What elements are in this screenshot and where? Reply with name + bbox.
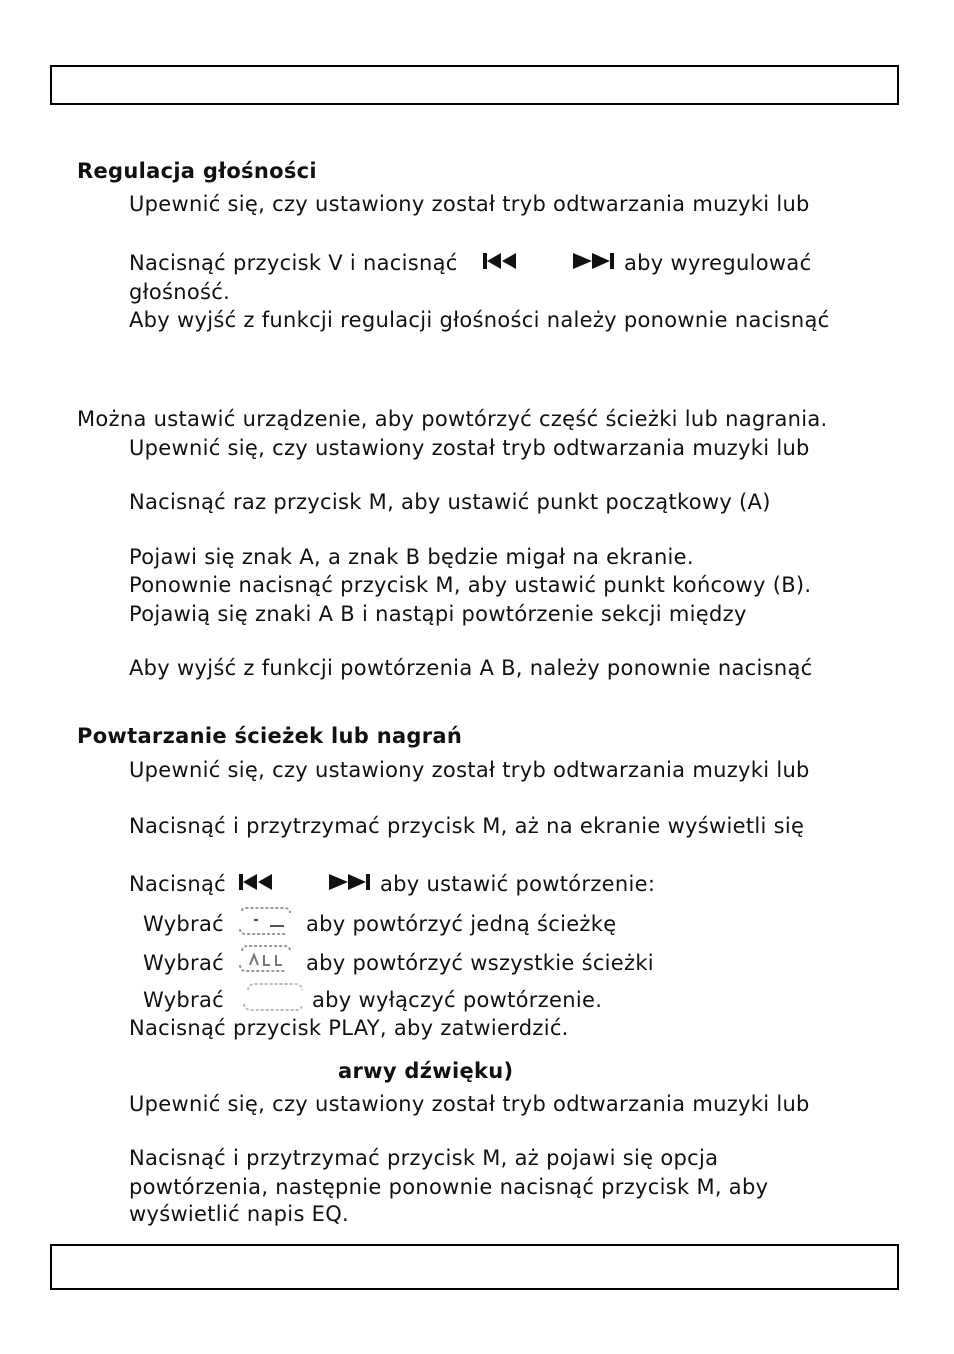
ab-line-3: Pojawi się znak A, a znak B będzie migał na ekranie. xyxy=(129,545,694,569)
ab-line-2: Nacisnąć raz przycisk M, aby ustawić punkt początkowy (A) xyxy=(129,490,771,514)
heading-volume: Regulacja głośności xyxy=(77,159,317,183)
volume-line-1: Upewnić się, czy ustawiony został tryb odtwarzania muzyki lub xyxy=(129,192,810,216)
repeat-all-icon xyxy=(234,943,296,975)
previous-track-icon xyxy=(238,873,274,891)
next-track-icon xyxy=(328,873,372,891)
repeat-line-3b: aby ustawić powtórzenie: xyxy=(380,872,656,896)
repeat-opt1-b: aby powtórzyć jedną ścieżkę xyxy=(306,912,617,936)
heading-eq: arwy dźwięku) xyxy=(338,1059,514,1083)
repeat-opt3-b: aby wyłączyć powtórzenie. xyxy=(312,988,603,1012)
repeat-line-1: Upewnić się, czy ustawiony został tryb odtwarzania muzyki lub xyxy=(129,758,810,782)
repeat-confirm: Nacisnąć przycisk PLAY, aby zatwierdzić. xyxy=(129,1016,569,1040)
repeat-opt2-a: Wybrać xyxy=(143,951,225,975)
previous-track-icon xyxy=(482,252,518,270)
volume-line-2a: Nacisnąć przycisk V i nacisnąć xyxy=(129,251,458,275)
repeat-line-2: Nacisnąć i przytrzymać przycisk M, aż na ekranie wyświetli się xyxy=(129,814,805,838)
eq-line-2: Nacisnąć i przytrzymać przycisk M, aż pojawi się opcja xyxy=(129,1146,719,1170)
next-track-icon xyxy=(572,252,616,270)
ab-line-4: Ponownie nacisnąć przycisk M, aby ustawić punkt końcowy (B). xyxy=(129,573,812,597)
header-box xyxy=(50,65,899,105)
volume-line-4: Aby wyjść z funkcji regulacji głośności należy ponownie nacisnąć xyxy=(129,308,830,332)
ab-line-1: Upewnić się, czy ustawiony został tryb odtwarzania muzyki lub xyxy=(129,436,810,460)
volume-line-3: głośność. xyxy=(129,280,231,304)
eq-line-3: powtórzenia, następnie ponownie nacisnąć przycisk M, aby xyxy=(129,1175,769,1199)
repeat-off-icon xyxy=(240,980,306,1014)
ab-line-6: Aby wyjść z funkcji powtórzenia A B, należy ponownie nacisnąć xyxy=(129,656,813,680)
heading-repeat: Powtarzanie ścieżek lub nagrań xyxy=(77,724,463,748)
eq-line-1: Upewnić się, czy ustawiony został tryb odtwarzania muzyki lub xyxy=(129,1092,810,1116)
repeat-line-3a: Nacisnąć xyxy=(129,872,227,896)
repeat-one-icon xyxy=(234,905,296,937)
eq-line-4: wyświetlić napis EQ. xyxy=(129,1202,350,1226)
volume-line-2b: aby wyregulować xyxy=(624,251,812,275)
ab-line-5: Pojawią się znaki A B i nastąpi powtórzenie sekcji między xyxy=(129,602,747,626)
repeat-opt3-a: Wybrać xyxy=(143,988,225,1012)
repeat-opt2-b: aby powtórzyć wszystkie ścieżki xyxy=(306,951,654,975)
ab-intro: Można ustawić urządzenie, aby powtórzyć część ścieżki lub nagrania. xyxy=(77,407,828,431)
repeat-opt1-a: Wybrać xyxy=(143,912,225,936)
footer-box xyxy=(50,1244,899,1290)
